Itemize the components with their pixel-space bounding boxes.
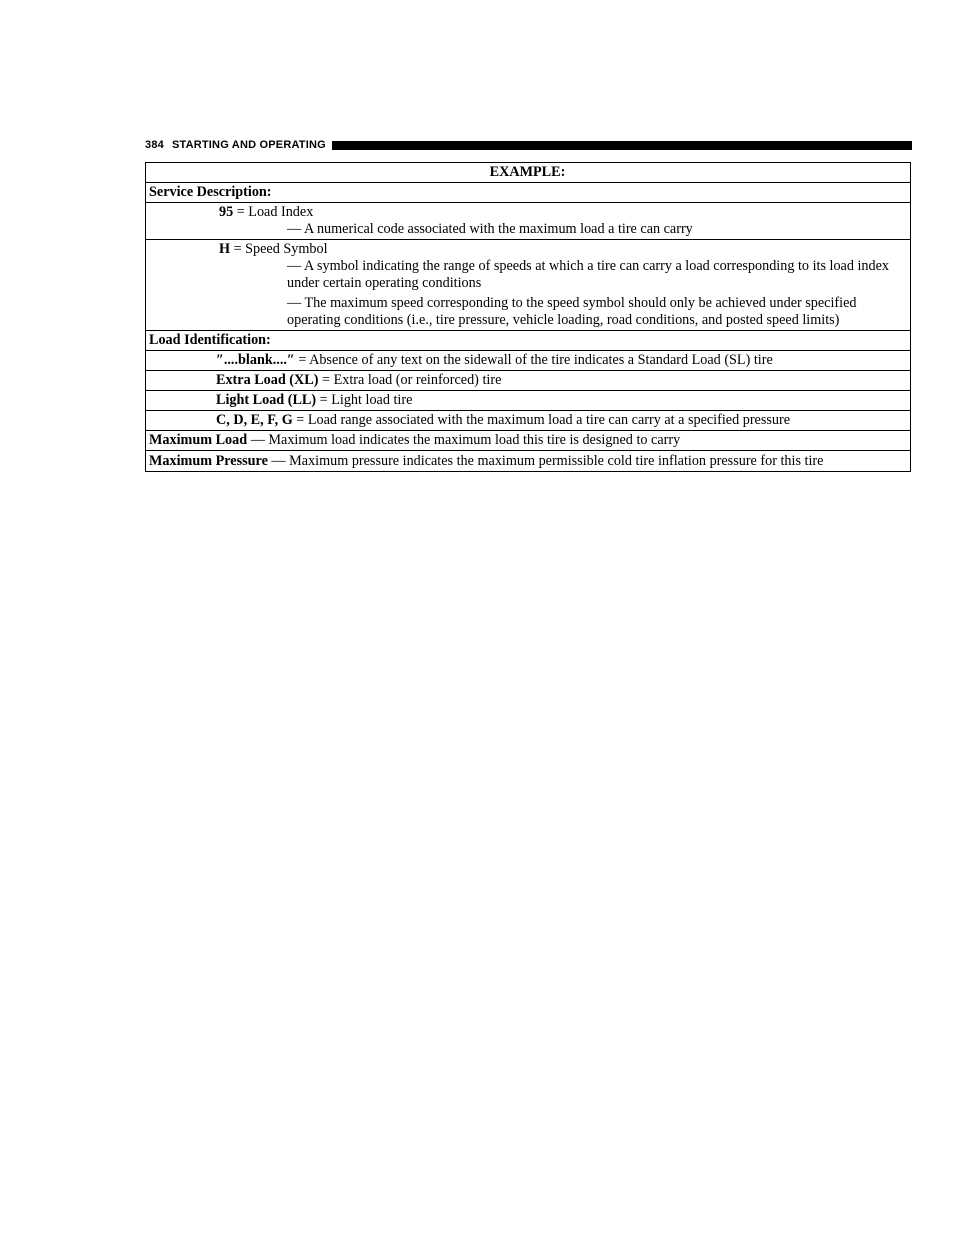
- load-index-detail: — A numerical code associated with the maximum load a tire can carry: [287, 221, 693, 237]
- page-header: [145, 136, 912, 154]
- load-id-row-xl: [146, 371, 910, 391]
- load-index-row: [146, 203, 910, 240]
- tire-example-table: [145, 162, 911, 472]
- maximum-pressure-term: Maximum Pressure: [149, 453, 268, 469]
- speed-symbol-code: H: [219, 241, 231, 257]
- load-id-row-ll: [146, 391, 910, 411]
- load-id-row-blank: [146, 351, 910, 371]
- maximum-load-desc: — Maximum load indicates the maximum load this tire is designed to carry: [250, 432, 681, 448]
- header-rule: [332, 141, 912, 150]
- load-index-code: 95: [219, 204, 234, 220]
- speed-symbol-row: [146, 240, 910, 331]
- load-id-term: Light Load (LL): [216, 392, 317, 408]
- speed-symbol-detail-1: — A symbol indicating the range of speeds at which a tire can carry a load corresponding to its load index under certain operating conditions: [287, 258, 890, 291]
- speed-symbol-label: = Speed Symbol: [233, 241, 328, 257]
- table-title: EXAMPLE:: [146, 163, 910, 183]
- section-title: STARTING AND OPERATING: [171, 139, 326, 151]
- load-id-desc: = Load range associated with the maximum load a tire can carry at a specified pressure: [296, 412, 791, 428]
- maximum-load-row: [146, 431, 910, 451]
- maximum-pressure-desc: — Maximum pressure indicates the maximum permissible cold tire inflation pressure for this tire: [271, 453, 824, 469]
- load-id-term: C, D, E, F, G: [216, 412, 293, 428]
- load-id-desc: = Extra load (or reinforced) tire: [322, 372, 502, 388]
- load-id-desc: = Absence of any text on the sidewall of the tire indicates a Standard Load (SL) tire: [298, 352, 773, 368]
- maximum-load-term: Maximum Load: [149, 432, 248, 448]
- load-identification-heading: Load Identification:: [146, 331, 910, 351]
- maximum-pressure-row: [146, 451, 910, 471]
- load-index-label: = Load Index: [236, 204, 314, 220]
- page-number: 384: [145, 139, 164, 151]
- load-id-term: ″....blank....″: [216, 352, 295, 368]
- service-description-heading: Service Description:: [146, 183, 910, 203]
- speed-symbol-detail-2: — The maximum speed corresponding to the speed symbol should only be achieved under specified operating conditions (i.e., tire pressure, vehicle loading, road conditions, and posted speed limits): [287, 295, 857, 328]
- load-id-row-range: [146, 411, 910, 431]
- load-id-term: Extra Load (XL): [216, 372, 319, 388]
- load-id-desc: = Light load tire: [319, 392, 413, 408]
